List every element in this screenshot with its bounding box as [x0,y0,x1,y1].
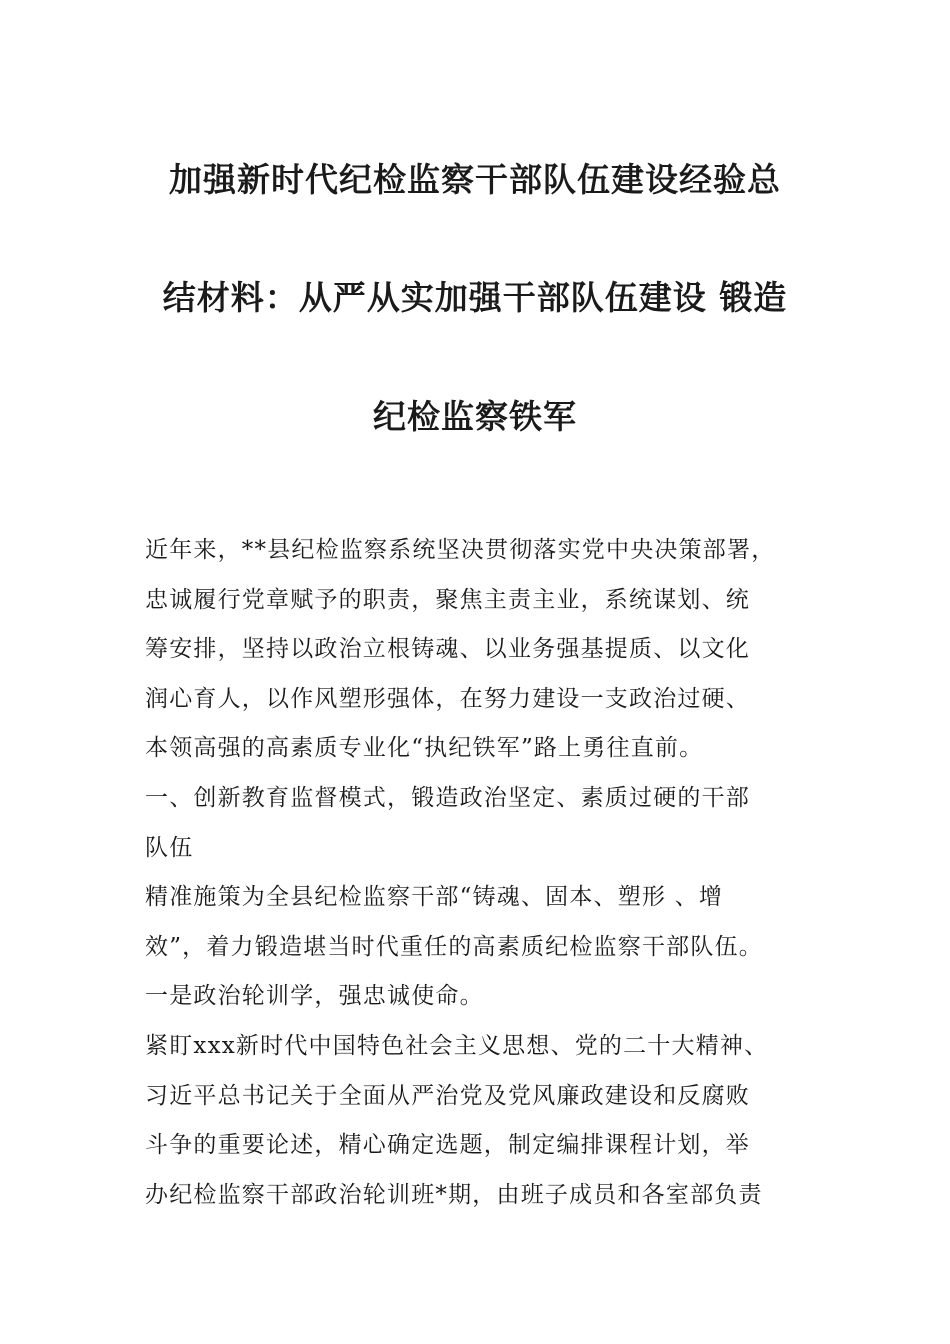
body-line: 近年来，**县纪检监察系统坚决贯彻落实党中央决策部署， [145,537,776,563]
document-title-line-1: 加强新时代纪检监察干部队伍建设经验总 [169,160,781,199]
body-line: 习近平总书记关于全面从严治党及党风廉政建设和反腐败 [145,1082,750,1109]
subheading-line: 一是政治轮训学，强忠诚使命。 [145,983,484,1010]
body-line: 筹安排，坚持以政治立根铸魂、以业务强基提质、以文化 [145,636,750,663]
document-title-line-2: 结材料：从严从实加强干部队伍建设 锻造 [162,278,788,317]
section-heading-line: 队伍 [145,834,194,861]
body-line: 办纪检监察干部政治轮训班*期，由班子成员和各室部负责 [145,1181,763,1208]
section-heading-line: 一、创新教育监督模式，锻造政治坚定、素质过硬的干部 [145,784,750,811]
body-line: 忠诚履行党章赋予的职责，聚焦主责主业，系统谋划、统 [145,586,750,613]
document-body [145,526,810,1220]
document-title-line-3: 纪检监察铁军 [373,397,577,436]
body-line: 本领高强的高素质专业化“执纪铁军”路上勇往直前。 [145,735,704,762]
body-line: 效”，着力锻造堪当时代重任的高素质纪检监察干部队伍。 [145,933,763,960]
body-line: 斗争的重要论述，精心确定选题，制定编排课程计划，举 [145,1132,750,1159]
body-line: 紧盯xxx新时代中国特色社会主义思想、党的二十大精神、 [145,1032,769,1059]
body-line: 精准施策为全县纪检监察干部“铸魂、固本、塑形 、增 [145,884,724,911]
body-line: 润心育人，以作风塑形强体，在努力建设一支政治过硬、 [145,685,750,712]
